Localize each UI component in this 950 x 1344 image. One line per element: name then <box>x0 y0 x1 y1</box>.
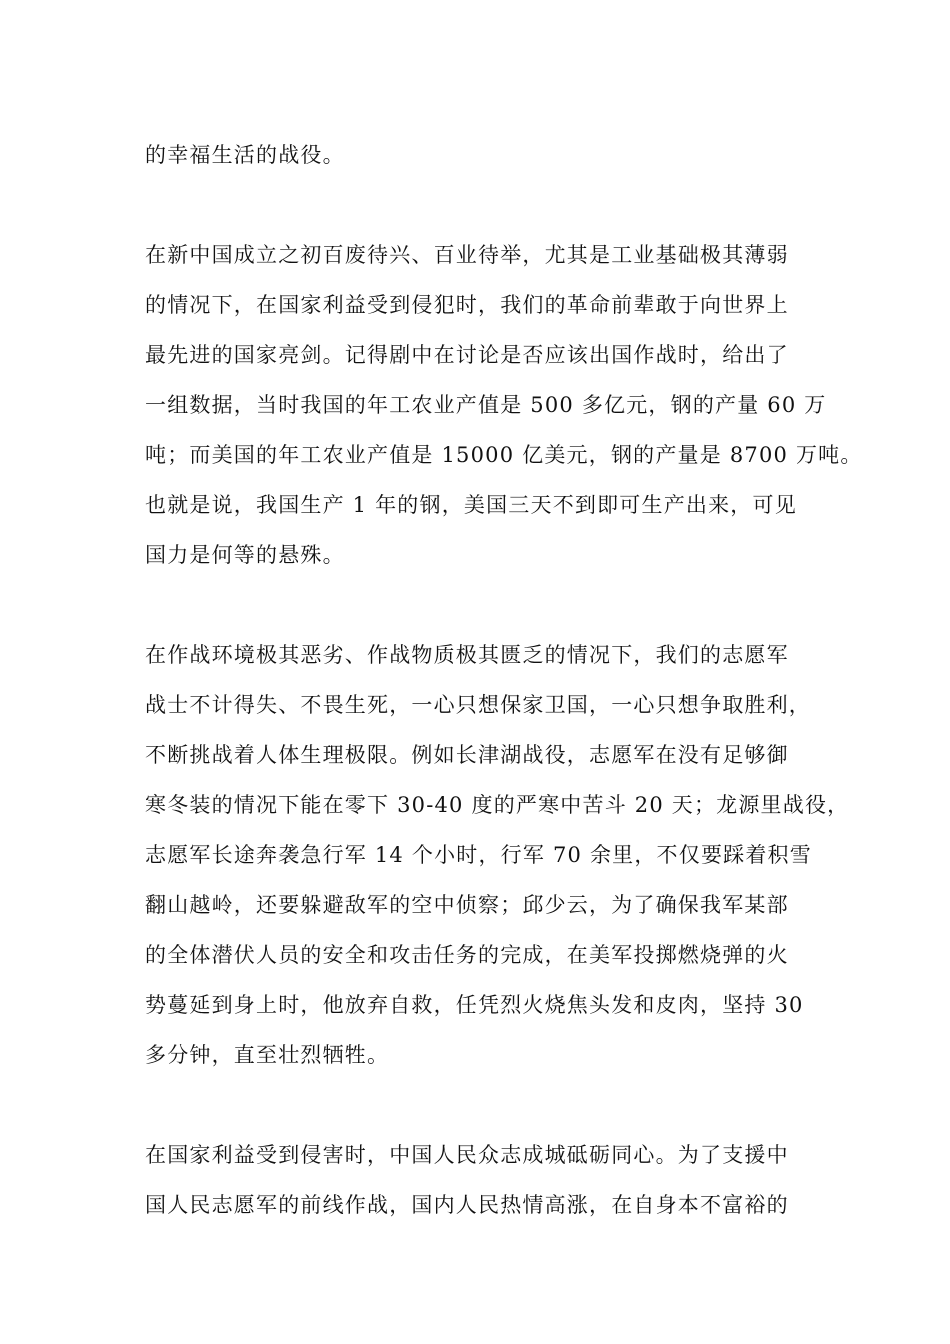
paragraph-spacer <box>145 580 825 630</box>
text-line: 在作战环境极其恶劣、作战物质极其匮乏的情况下，我们的志愿军 <box>145 643 789 667</box>
paragraph-spacer <box>145 180 825 230</box>
text-line: 国力是何等的悬殊。 <box>145 543 345 567</box>
text-line: 最先进的国家亮剑。记得剧中在讨论是否应该出国作战时，给出了 <box>145 343 789 367</box>
text-line: 吨；而美国的年工农业产值是 15000 亿美元，钢的产量是 8700 万吨。 <box>145 443 863 467</box>
text-line: 的全体潜伏人员的安全和攻击任务的完成，在美军投掷燃烧弹的火 <box>145 943 789 967</box>
paragraph-spacer <box>145 1080 825 1130</box>
text-line: 在国家利益受到侵害时，中国人民众志成城砥砺同心。为了支援中 <box>145 1143 789 1167</box>
text-line: 在新中国成立之初百废待兴、百业待举，尤其是工业基础极其薄弱 <box>145 243 789 267</box>
text-line: 的幸福生活的战役。 <box>145 143 345 167</box>
text-line: 战士不计得失、不畏生死，一心只想保家卫国，一心只想争取胜利， <box>145 693 811 717</box>
text-line: 不断挑战着人体生理极限。例如长津湖战役，志愿军在没有足够御 <box>145 743 789 767</box>
text-line: 翻山越岭，还要躲避敌军的空中侦察；邱少云，为了确保我军某部 <box>145 893 789 917</box>
paragraph-3 <box>145 630 850 1080</box>
document-body <box>145 130 863 1230</box>
text-line: 也就是说，我国生产 1 年的钢，美国三天不到即可生产出来，可见 <box>145 493 797 517</box>
text-line: 势蔓延到身上时，他放弃自救，任凭烈火烧焦头发和皮肉，坚持 30 <box>145 993 804 1017</box>
paragraph-1 <box>145 130 825 180</box>
paragraph-4 <box>145 1130 825 1230</box>
text-line: 一组数据，当时我国的年工农业产值是 500 多亿元，钢的产量 60 万 <box>145 393 827 417</box>
text-line: 寒冬装的情况下能在零下 30-40 度的严寒中苦斗 20 天；龙源里战役， <box>145 793 850 817</box>
text-line: 的情况下，在国家利益受到侵犯时，我们的革命前辈敢于向世界上 <box>145 293 789 317</box>
paragraph-2 <box>145 230 863 580</box>
text-line: 国人民志愿军的前线作战，国内人民热情高涨，在自身本不富裕的 <box>145 1193 789 1217</box>
text-line: 志愿军长途奔袭急行军 14 个小时，行军 70 余里，不仅要踩着积雪 <box>145 843 812 867</box>
text-line: 多分钟，直至壮烈牺牲。 <box>145 1043 390 1067</box>
